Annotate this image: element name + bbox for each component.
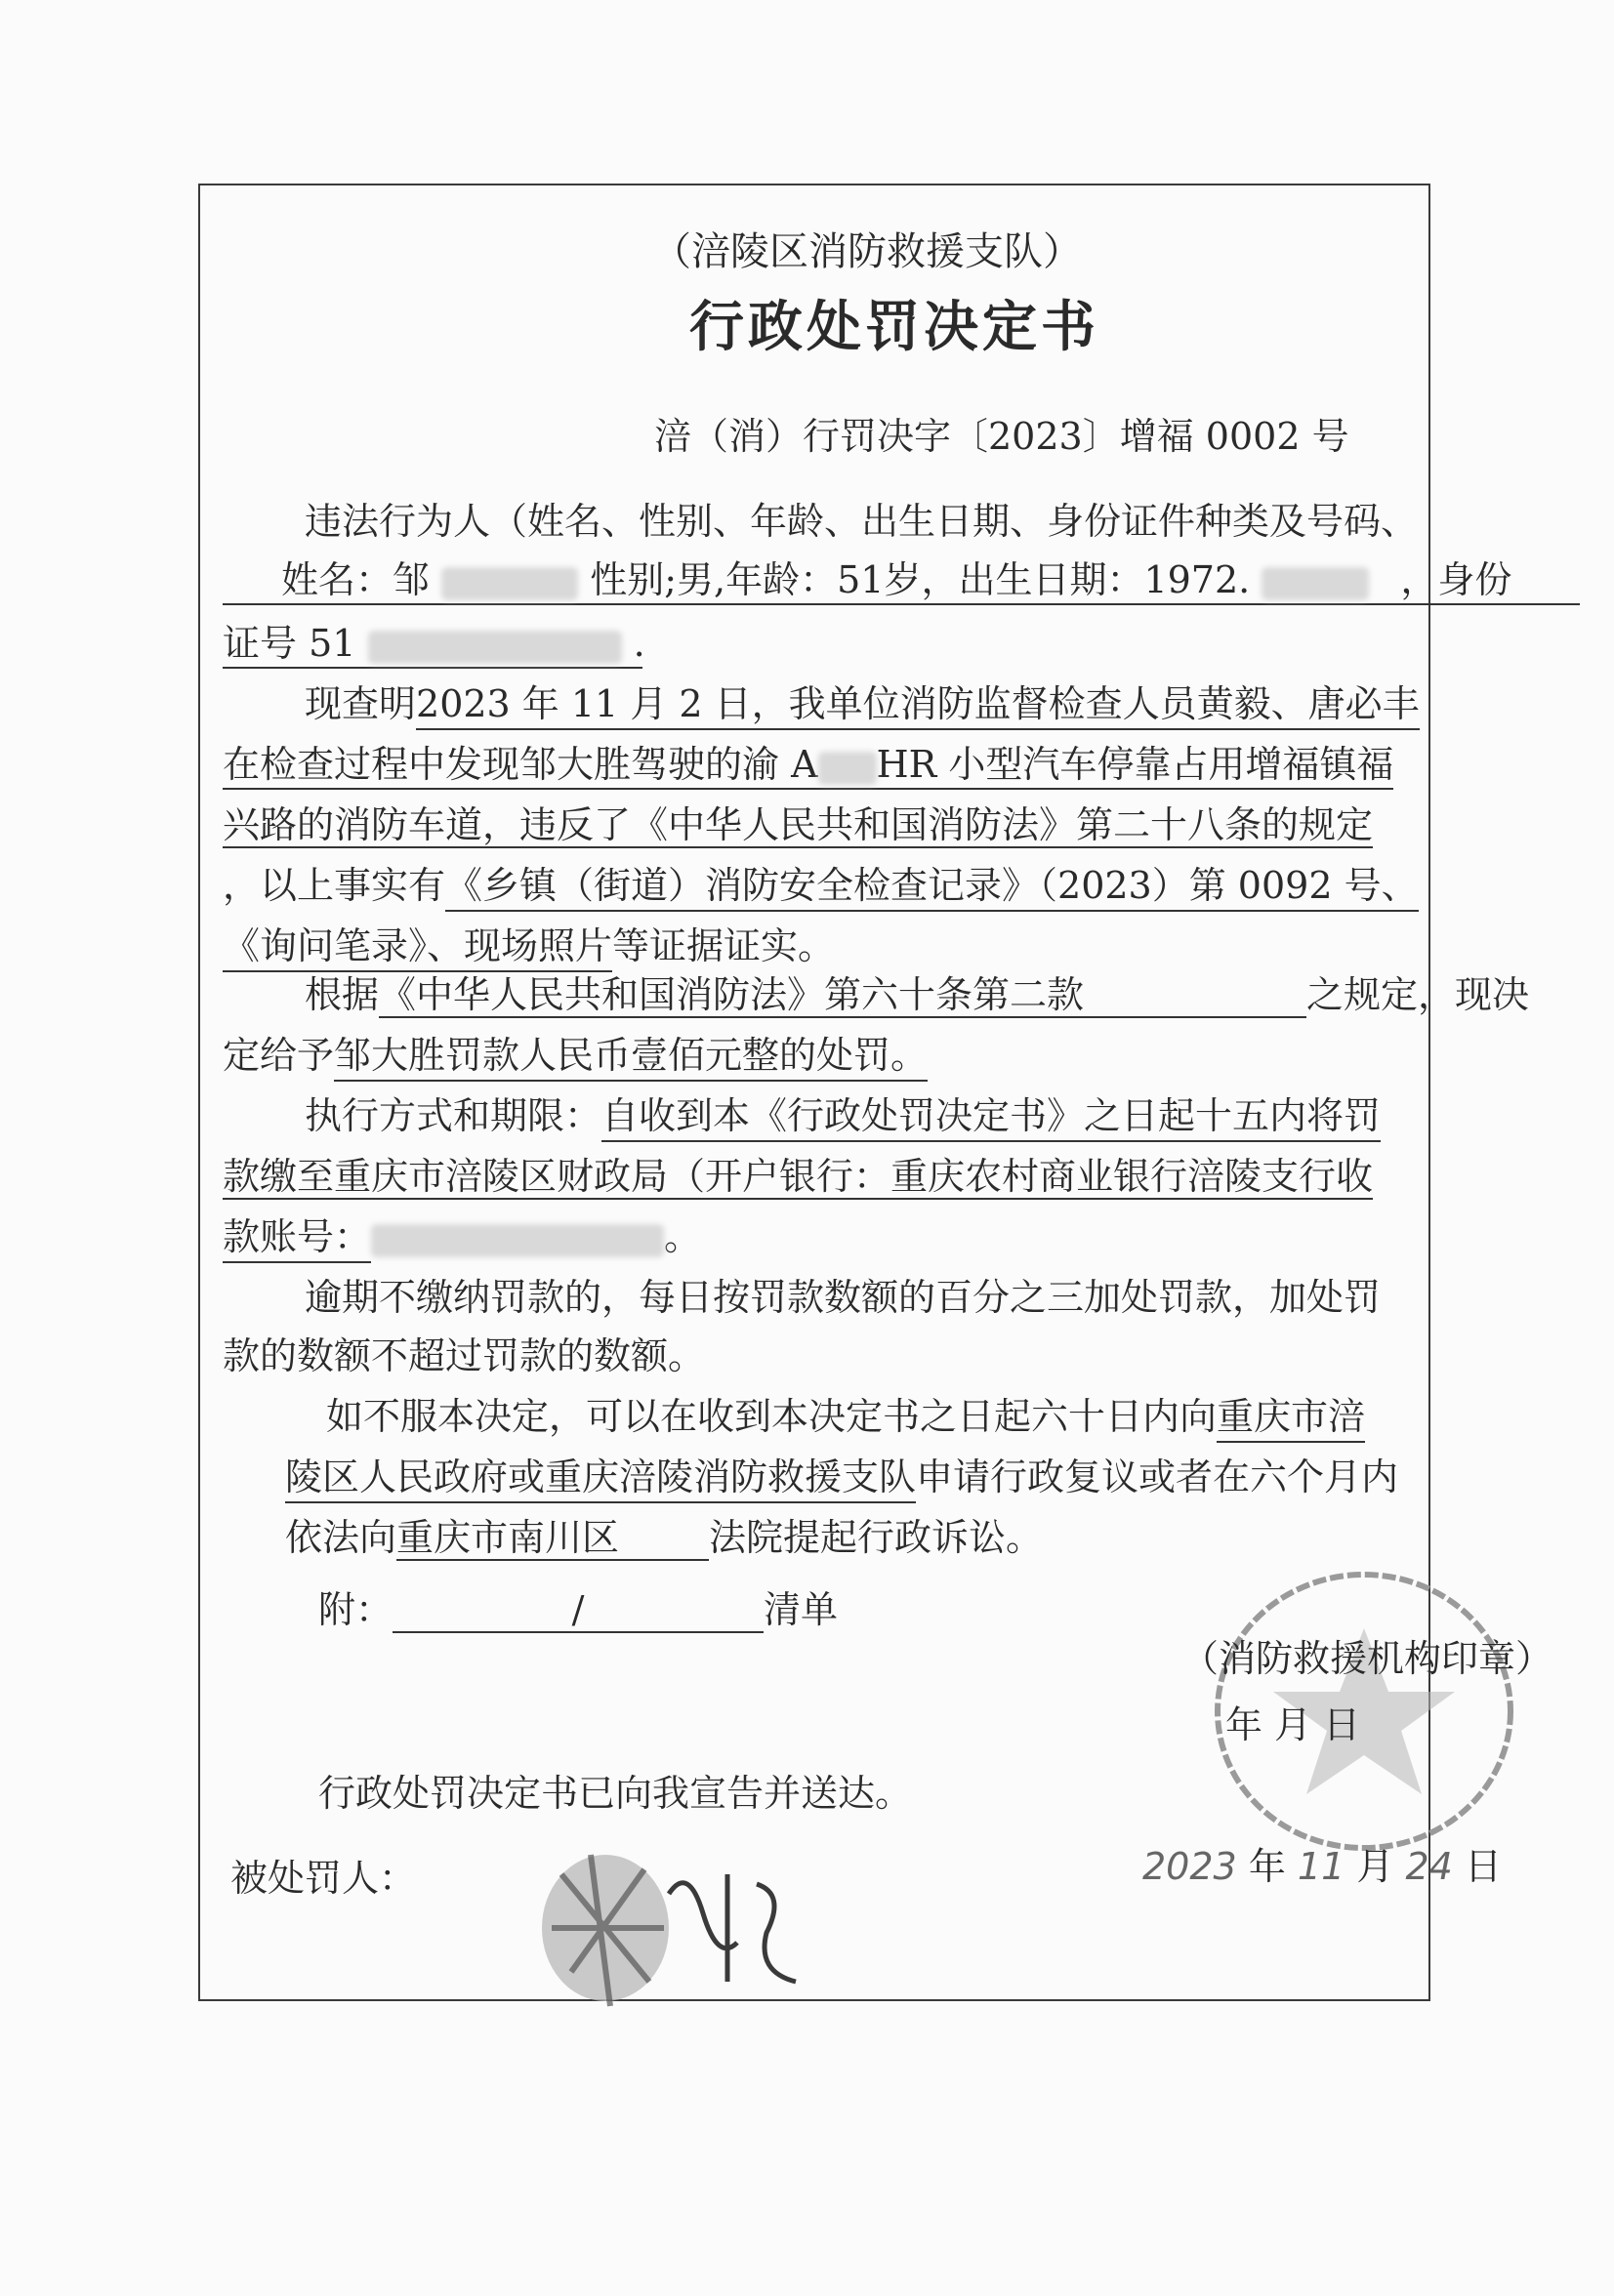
- facts-line-4: ，以上事实有《乡镇（街道）消防安全检查记录》（2023）第 0092 号、: [223, 867, 1419, 904]
- party-id-label: ，身份: [1400, 558, 1512, 601]
- redacted-id-number: [368, 631, 622, 664]
- appeal-line-2: 陵区人民政府或重庆涪陵消防救援支队申请行政复议或者在六个月内: [285, 1458, 1398, 1496]
- redacted-birthdate: [1262, 567, 1369, 600]
- overdue-line-2: 款的数额不超过罚款的数额。: [223, 1334, 706, 1377]
- facts-line-5: 《询问笔录》、现场照片等证据证实。: [223, 927, 835, 964]
- party-line: [223, 558, 1580, 605]
- party-intro: 违法行为人（姓名、性别、年龄、出生日期、身份证件种类及号码、: [305, 500, 1419, 543]
- facts-line-3: 兴路的消防车道，违反了《中华人民共和国消防法》第二十八条的规定: [223, 803, 1374, 846]
- served-statement: 行政处罚决定书已向我宣告并送达。: [318, 1772, 913, 1815]
- appeal-line-1: 如不服本决定，可以在收到本决定书之日起六十日内向重庆市涪: [326, 1398, 1365, 1435]
- penalized-label: 被处罚人：: [230, 1857, 417, 1900]
- redacted-name: [441, 567, 578, 600]
- seal-label: （消防救援机构印章）: [1181, 1637, 1553, 1680]
- execution-line-3: 款账号： 。: [223, 1218, 701, 1257]
- overdue-line-1: 逾期不缴纳罚款的，每日按罚款数额的百分之三加处罚款，加处罚: [305, 1276, 1382, 1319]
- penalized-date: 2023 年 11 月 24 日: [1142, 1845, 1502, 1888]
- party-gender-age: 性别;男,年龄：51岁，出生日期：1972.: [590, 558, 1251, 601]
- issuing-org: （涪陵区消防救援支队）: [652, 229, 1082, 274]
- party-name-label: 姓名：邹: [281, 558, 431, 601]
- document-title: 行政处罚决定书: [689, 295, 1099, 359]
- redacted-plate: [818, 752, 877, 785]
- attachment-line: 附： / 清单: [318, 1588, 839, 1631]
- party-id-line: [223, 622, 645, 669]
- execution-line-2: 款缴至重庆市涪陵区财政局（开户银行：重庆农村商业银行涪陵支行收: [223, 1155, 1374, 1198]
- seal-date: 年 月 日: [1225, 1703, 1361, 1746]
- facts-line-1: 现查明2023 年 11 月 2 日，我单位消防监督检查人员黄毅、唐必丰: [305, 685, 1420, 722]
- document-number: 涪（消）行罚决字〔2023〕增福 0002 号: [654, 415, 1349, 458]
- basis-line-1: 根据《中华人民共和国消防法》第六十条第二款 之规定，现决: [305, 973, 1530, 1016]
- execution-line-1: 执行方式和期限：自收到本《行政处罚决定书》之日起十五内将罚: [305, 1097, 1381, 1134]
- redacted-account: [371, 1224, 664, 1257]
- facts-line-2: 在检查过程中发现邹大胜驾驶的渝 A HR 小型汽车停靠占用增福镇福: [223, 746, 1393, 790]
- signature-icon: [532, 1835, 825, 2021]
- basis-line-2: 定给予邹大胜罚款人民币壹佰元整的处罚。: [223, 1037, 928, 1074]
- appeal-line-3: 依法向重庆市南川区 法院提起行政诉讼。: [285, 1516, 1044, 1559]
- party-id-suffix: .: [633, 622, 645, 665]
- party-id-prefix: 证号 51: [223, 622, 356, 665]
